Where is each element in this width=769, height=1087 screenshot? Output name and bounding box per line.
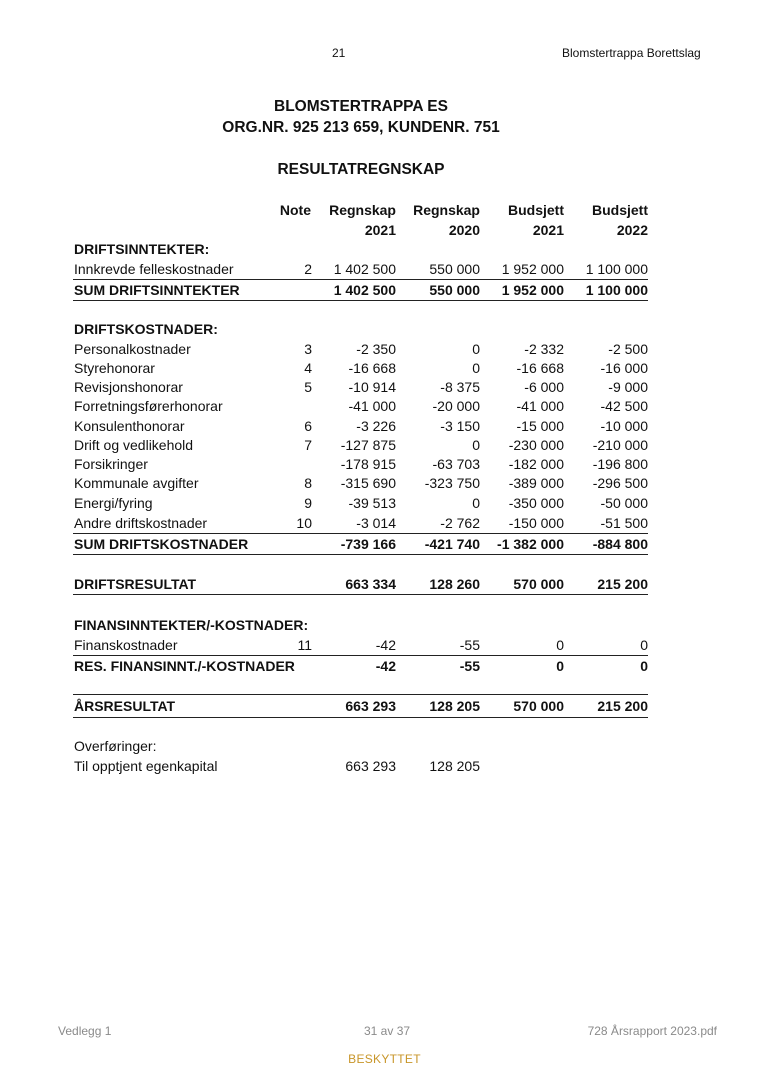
table-row (73, 417, 648, 436)
row-value-regnskap-2020: 128 260 (429, 576, 480, 592)
column-header-regnskap-2021-year: 2021 (364, 222, 396, 238)
classification-label: BESKYTTET (348, 1052, 421, 1066)
row-value-regnskap-2020: 550 000 (429, 282, 480, 298)
row-value-budsjett-2021: -6 000 (524, 379, 564, 395)
arsresultat-row (73, 694, 648, 718)
row-label: Til opptjent egenkapital (74, 758, 218, 774)
table-row (73, 359, 648, 378)
row-note: 7 (304, 437, 312, 453)
row-value-budsjett-2021: 1 952 000 (501, 282, 564, 298)
row-label: DRIFTSINNTEKTER: (74, 241, 210, 257)
column-header-budsjett-2021-year: 2021 (532, 222, 564, 238)
table-row (73, 514, 648, 534)
row-value-budsjett-2022: 215 200 (597, 576, 648, 592)
row-value-regnskap-2021: 663 293 (345, 698, 396, 714)
row-label: SUM DRIFTSINNTEKTER (74, 282, 240, 298)
row-value-regnskap-2020: 128 205 (429, 698, 480, 714)
row-value-regnskap-2021: -127 875 (340, 437, 396, 453)
row-value-budsjett-2022: -2 500 (608, 341, 648, 357)
sum-row-finans (73, 657, 648, 676)
driftsresultat-row (73, 575, 648, 595)
row-label: DRIFTSRESULTAT (74, 576, 197, 592)
row-value-budsjett-2021: 570 000 (513, 698, 564, 714)
row-label: FINANSINNTEKTER/-KOSTNADER: (74, 617, 309, 633)
row-value-budsjett-2022: 0 (640, 658, 648, 674)
row-label: SUM DRIFTSKOSTNADER (74, 536, 249, 552)
row-value-regnskap-2020: -55 (459, 658, 480, 674)
row-value-budsjett-2021: -150 000 (508, 515, 564, 531)
header-org-name: Blomstertrappa Borettslag (562, 46, 701, 60)
row-value-regnskap-2020: -8 375 (440, 379, 480, 395)
row-label: DRIFTSKOSTNADER: (74, 321, 218, 337)
section-header-driftskostnader (73, 320, 648, 339)
row-value-budsjett-2022: 0 (640, 637, 648, 653)
column-header-regnskap-2020: Regnskap (413, 202, 480, 218)
row-value-regnskap-2021: -178 915 (340, 456, 396, 472)
column-header-budsjett-2021: Budsjett (508, 202, 564, 218)
row-value-budsjett-2021: 0 (556, 658, 564, 674)
row-value-regnskap-2020: 0 (472, 341, 480, 357)
table-row (73, 378, 648, 397)
row-value-regnskap-2020: -323 750 (424, 475, 480, 491)
row-value-regnskap-2021: -39 513 (348, 495, 396, 511)
row-value-budsjett-2022: -210 000 (592, 437, 648, 453)
row-label: Overføringer: (74, 738, 157, 754)
section-header-finans (73, 616, 648, 635)
row-label: Kommunale avgifter (74, 475, 199, 491)
row-value-budsjett-2021: -1 382 000 (497, 536, 564, 552)
column-header-note: Note (279, 202, 311, 218)
row-value-regnskap-2020: -20 000 (432, 398, 480, 414)
row-value-budsjett-2022: -10 000 (600, 418, 648, 434)
company-title: BLOMSTERTRAPPA ES (274, 98, 448, 115)
table-row (73, 455, 648, 474)
row-value-regnskap-2021: -42 (375, 637, 396, 653)
overforinger-heading (73, 737, 648, 756)
table-row (73, 757, 648, 776)
row-value-regnskap-2021: -10 914 (348, 379, 396, 395)
row-value-budsjett-2022: 215 200 (597, 698, 648, 714)
footer-page-count: 31 av 37 (364, 1024, 411, 1038)
row-label: ÅRSRESULTAT (74, 698, 176, 714)
row-label: Revisjonshonorar (74, 379, 183, 395)
row-value-budsjett-2022: -196 800 (592, 456, 648, 472)
row-value-budsjett-2022: -296 500 (592, 475, 648, 491)
row-value-budsjett-2021: -15 000 (516, 418, 564, 434)
row-value-regnskap-2020: -2 762 (440, 515, 480, 531)
row-label: Energi/fyring (74, 495, 153, 511)
row-value-budsjett-2022: 1 100 000 (585, 261, 648, 277)
sum-row-driftskostnader (73, 535, 648, 555)
row-value-budsjett-2021: 1 952 000 (501, 261, 564, 277)
row-note: 9 (304, 495, 312, 511)
row-value-budsjett-2021: -350 000 (508, 495, 564, 511)
row-value-regnskap-2021: -739 166 (340, 536, 396, 552)
orgnr-title: ORG.NR. 925 213 659, KUNDENR. 751 (222, 119, 500, 136)
row-value-regnskap-2021: 663 293 (345, 758, 396, 774)
row-note: 5 (304, 379, 312, 395)
column-header-budsjett-2022-year: 2022 (616, 222, 648, 238)
row-value-regnskap-2021: -315 690 (340, 475, 396, 491)
row-value-regnskap-2021: -2 350 (356, 341, 396, 357)
row-value-regnskap-2021: -3 014 (356, 515, 396, 531)
row-note: 4 (304, 360, 312, 376)
row-label: Forretningsførerhonorar (74, 398, 223, 414)
row-note: 2 (304, 261, 312, 277)
row-value-regnskap-2020: 550 000 (429, 261, 480, 277)
row-label: Andre driftskostnader (74, 515, 208, 531)
row-label: Finanskostnader (74, 637, 178, 653)
row-value-budsjett-2021: -182 000 (508, 456, 564, 472)
table-row (73, 494, 648, 513)
row-value-regnskap-2020: 128 205 (429, 758, 480, 774)
row-value-regnskap-2021: -41 000 (348, 398, 396, 414)
row-value-budsjett-2022: -9 000 (608, 379, 648, 395)
row-note: 8 (304, 475, 312, 491)
row-value-regnskap-2020: 0 (472, 437, 480, 453)
row-value-regnskap-2021: -16 668 (348, 360, 396, 376)
table-row (73, 397, 648, 416)
row-value-budsjett-2021: -16 668 (516, 360, 564, 376)
row-value-budsjett-2022: -16 000 (600, 360, 648, 376)
row-note: 10 (296, 515, 312, 531)
row-value-budsjett-2021: 0 (556, 637, 564, 653)
footer-attachment: Vedlegg 1 (58, 1024, 112, 1038)
row-label: Forsikringer (74, 456, 148, 472)
table-row (73, 474, 648, 493)
column-header-regnskap-2021: Regnskap (329, 202, 396, 218)
row-value-budsjett-2021: -389 000 (508, 475, 564, 491)
row-value-budsjett-2022: -50 000 (600, 495, 648, 511)
row-label: Drift og vedlikehold (74, 437, 194, 453)
row-label: Styrehonorar (74, 360, 155, 376)
row-label: Personalkostnader (74, 341, 191, 357)
row-value-budsjett-2022: -42 500 (600, 398, 648, 414)
table-row (73, 260, 648, 280)
row-note: 6 (304, 418, 312, 434)
row-value-budsjett-2022: 1 100 000 (585, 282, 648, 298)
row-label: Innkrevde felleskostnader (74, 261, 234, 277)
footer-filename: 728 Årsrapport 2023.pdf (587, 1024, 717, 1038)
row-value-budsjett-2022: -51 500 (600, 515, 648, 531)
row-value-regnskap-2020: 0 (472, 360, 480, 376)
column-header-budsjett-2022: Budsjett (592, 202, 648, 218)
section-header-driftsinntekter (73, 240, 648, 259)
row-value-regnskap-2020: -55 (459, 637, 480, 653)
row-value-regnskap-2021: 1 402 500 (333, 261, 396, 277)
table-row (73, 636, 648, 656)
table-row (73, 436, 648, 455)
row-label: Konsulenthonorar (74, 418, 185, 434)
row-value-budsjett-2022: -884 800 (592, 536, 648, 552)
sum-row-driftsinntekter (73, 281, 648, 301)
page-number: 21 (332, 46, 346, 60)
row-note: 11 (297, 637, 312, 653)
row-label: RES. FINANSINNT./-KOSTNADER (74, 658, 295, 674)
report-title: RESULTATREGNSKAP (277, 161, 445, 178)
row-value-budsjett-2021: -2 332 (524, 341, 564, 357)
column-header-regnskap-2020-year: 2020 (448, 222, 480, 238)
row-value-regnskap-2021: 1 402 500 (333, 282, 396, 298)
row-value-regnskap-2020: -3 150 (440, 418, 480, 434)
row-value-regnskap-2020: 0 (472, 495, 480, 511)
row-note: 3 (304, 341, 312, 357)
table-row (73, 340, 648, 359)
row-value-regnskap-2020: -421 740 (424, 536, 480, 552)
row-value-budsjett-2021: -41 000 (516, 398, 564, 414)
row-value-regnskap-2021: 663 334 (345, 576, 396, 592)
row-value-regnskap-2021: -42 (375, 658, 396, 674)
row-value-budsjett-2021: 570 000 (513, 576, 564, 592)
row-value-regnskap-2021: -3 226 (356, 418, 396, 434)
row-value-budsjett-2021: -230 000 (508, 437, 564, 453)
row-value-regnskap-2020: -63 703 (432, 456, 480, 472)
